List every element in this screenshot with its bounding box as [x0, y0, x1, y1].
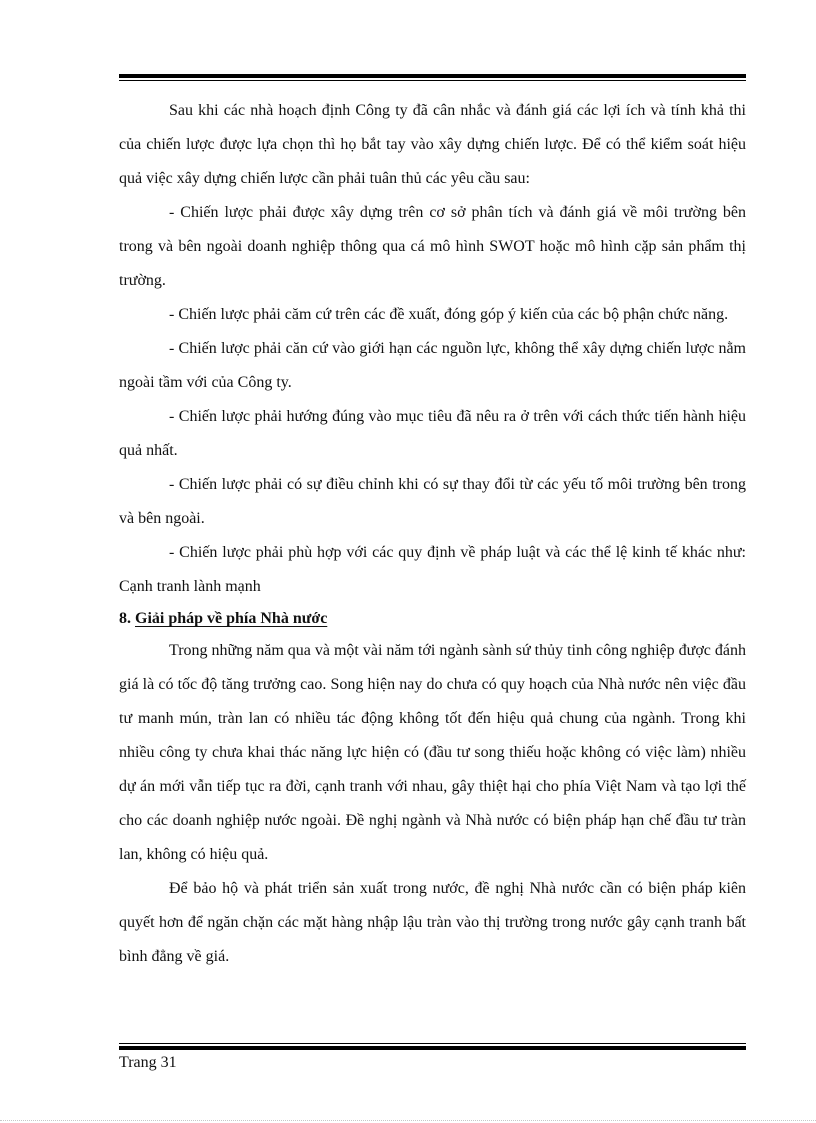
list-item-legal: - Chiến lược phải phù hợp với các quy định về pháp luật và các thể lệ kinh tế khác như: Cạnh tranh lành mạnh	[119, 544, 746, 595]
section-number: 8.	[119, 610, 131, 627]
section-title: Giải pháp về phía Nhà nước	[135, 610, 328, 627]
list-item-proposals: - Chiến lược phải căm cứ trên các đề xuất, đóng góp ý kiến của các bộ phận chức năng.	[169, 306, 729, 323]
footer-rule	[119, 1043, 746, 1050]
paragraph-intro: Sau khi các nhà hoạch định Công ty đã cân nhắc và đánh giá các lợi ích và tính khả thi của chiến lược được lựa chọn thì họ bắt tay vào xây dựng chiến lược. Để có thể kiểm soát hiệu quả việc xây dựng chiến lược cần phải tuân thủ các yêu cầu sau:	[119, 102, 746, 187]
list-item-swot: - Chiến lược phải được xây dựng trên cơ sở phân tích và đánh giá về môi trường bên trong và bên ngoài doanh nghiệp thông qua cá mô hình SWOT hoặc mô hình cặp sản phẩm thị trường.	[119, 204, 746, 289]
list-item-objectives: - Chiến lược phải hướng đúng vào mục tiêu đã nêu ra ở trên với cách thức tiến hành hiệu quả nhất.	[119, 408, 746, 459]
list-item-resources: - Chiến lược phải căn cứ vào giới hạn các nguồn lực, không thể xây dựng chiến lược nằm ngoài tầm với của Công ty.	[119, 340, 746, 391]
section-heading	[119, 604, 746, 634]
header-rule	[119, 74, 746, 81]
paragraph-protection: Để bảo hộ và phát triển sản xuất trong nước, đề nghị Nhà nước cần có biện pháp kiên quyết hơn để ngăn chặn các mặt hàng nhập lậu tràn vào thị trường trong nước gây cạnh tranh bất bình đẳng về giá.	[119, 880, 746, 965]
list-item-adjustment: - Chiến lược phải có sự điều chỉnh khi có sự thay đổi từ các yếu tố môi trường bên trong và bên ngoài.	[119, 476, 746, 527]
page-edge-divider	[0, 1120, 816, 1121]
document-body	[119, 94, 746, 974]
page-number: Trang 31	[119, 1054, 177, 1071]
paragraph-industry: Trong những năm qua và một vài năm tới ngành sành sứ thủy tinh công nghiệp được đánh giá là có tốc độ tăng trưởng cao. Song hiện nay do chưa có quy hoạch của Nhà nước nên việc đầu tư manh mún, tràn lan có nhiều tác động không tốt đến hiệu quả chung của ngành. Trong khi nhiều công ty chưa khai thác năng lực hiện có (đầu tư song thiếu hoặc không có việc làm) nhiều dự án mới vẫn tiếp tục ra đời, cạnh tranh với nhau, gây thiệt hại cho phía Việt Nam và tạo lợi thế cho các doanh nghiệp nước ngoài. Đề nghị ngành và Nhà nước có biện pháp hạn chế đầu tư tràn lan, không có hiệu quả.	[119, 642, 746, 863]
